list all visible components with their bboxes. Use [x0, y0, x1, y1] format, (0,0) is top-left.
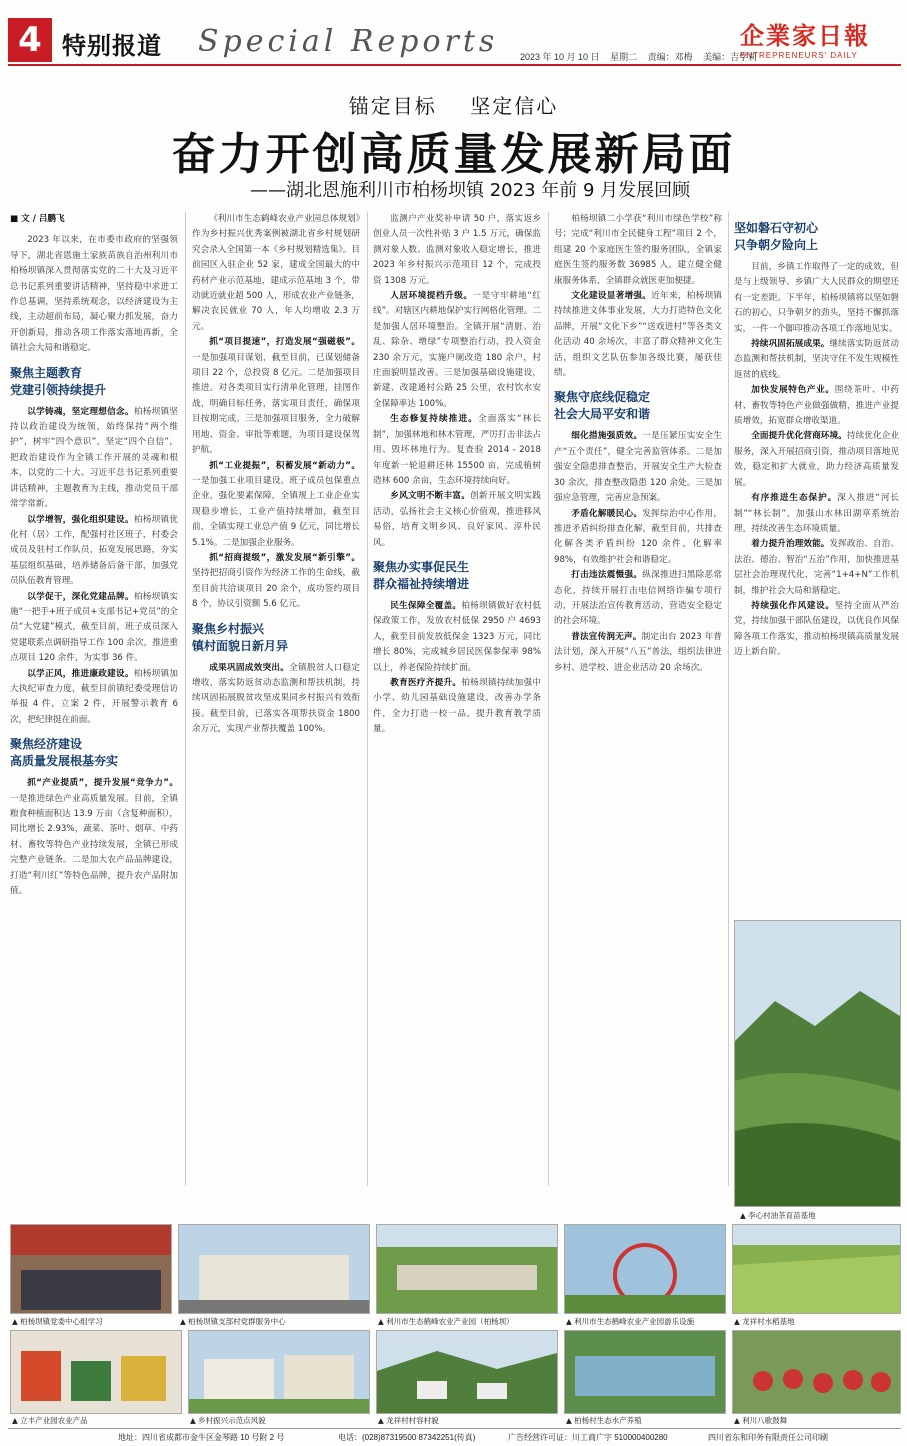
paragraph-body: 2023 年以来，在市委市政府的坚强领导下，湖北省恩施土家族苗族自治州利川市柏杨坝镇深入贯彻落实党的二十大及习近平总书记系列重要讲话精神，坚持稳中求进工作总基调，坚持系统观念，以经济建设为主线，主动超前布局，凝心聚力抓发展，奋力开创新局，推动各项工作落实落地再新，全镇社会大局和谐稳定。 — [10, 235, 178, 354]
section-subheading: 聚焦守底线促稳定 社会大局平安和谐 — [554, 390, 651, 422]
issue-weekday: 星期二 — [610, 52, 638, 62]
paragraph-body: 发挥政治、自治、法治、德治、智治“五治”作用，加快推进基层社会治理现代化，完善“1+4+N”工作机制，维护社会大局和谐稳定。 — [734, 539, 899, 596]
photo-rural-revitalization — [188, 1330, 370, 1414]
paragraph-body: 一是加强项目谋划，截至目前，已谋划储备项目 22 个，总投资 8 亿元。二是加强项目推进。对各类项目实行清单化管理，挂图作战，明确目标任务，落实项目责任，确保项目按期完成。三是加强项目服务，全力破解用地、资金、审批等难题，为项目建设保驾护航。 — [192, 352, 360, 456]
photo-caption: ▲ 龙祥村水稻基地 — [734, 1317, 795, 1326]
page-header — [0, 0, 907, 66]
paragraph-lead: 以学增智，强化组织建设。 — [27, 514, 134, 525]
photo-caption: ▲ 利川市生态鹤峰农业产业园游乐设施 — [566, 1317, 695, 1326]
article-column-3 — [373, 212, 541, 1186]
column-divider — [548, 212, 549, 1186]
section-subheading: 聚焦办实事促民生 群众福祉持续增进 — [373, 559, 470, 591]
section-subheading: 聚焦主题教育 党建引领持续提升 — [10, 365, 107, 397]
article-paragraph — [10, 405, 178, 513]
photo-caption: ▲ 柏杨坝镇支部村党群服务中心 — [180, 1317, 286, 1326]
photo-caption: ▲ 龙祥村村容村貌 — [378, 1416, 439, 1425]
article-paragraph — [373, 676, 541, 738]
paragraph-body: 一是推进绿色产业高质量发展。目前，全镇粮食种植面积达 13.9 万亩（含复种面积），同比增长 2.93%，蔬菜、茶叶、烟草、中药材、畜牧等特色产业持续发展，全镇已形成完整产业链条。二是加大农产品品牌建设，打造“利川红”等特色品牌，提升农产品附加值。 — [10, 793, 178, 897]
paragraph-body: 纵深推进扫黑除恶常态化，持续开展打击电信网络诈骗专项行动，开展法治宣传教育活动，营造安全稳定的社会环境。 — [554, 570, 722, 627]
paragraph-lead: 全面提升优化营商环境。 — [751, 431, 847, 442]
paragraph-lead: 抓“招商提级”，激发发展“新引擎”。 — [209, 552, 360, 563]
paragraph-lead: 生态修复持续推进。 — [390, 414, 478, 425]
photo-caption: ▲ 利川市生态鹤峰农业产业园（柏杨坝） — [378, 1317, 514, 1326]
photo-drum-dance — [732, 1330, 901, 1414]
paragraph-lead: 教育医疗齐提升。 — [390, 677, 462, 688]
paragraph-body: 监测户产业奖补申请 50 户，落实返乡创业人员一次性补贴 3 户 1.5 万元，确保监测对象人数、监测对象收入稳定增长，推进 2023 年乡村振兴示范项目 12 个，完成投资 1308 万元。 — [373, 214, 541, 286]
photo-agri-park — [376, 1224, 558, 1314]
paragraph-lead: 着力提升治理效能。 — [751, 539, 830, 550]
section-title-cn: 特别报道 — [62, 32, 162, 60]
paragraph-body: 柏杨坝镇二小学获“利川市绿色学校”称号；完成“利川市全民健身工程”项目 2 个，组建 20 个家庭医生签约服务团队，全镇家庭医生签约服务数 36985 人，建立健全健康服务体系，全镇群众就医更加便捷。 — [554, 214, 722, 286]
article-paragraph — [554, 507, 722, 569]
issue-editor: 责编：邓梅 — [647, 52, 693, 62]
paragraph-lead: 加快发展特色产业。 — [751, 385, 835, 396]
photo-caption: ▲ 柏杨村生态水产养殖 — [566, 1416, 642, 1425]
footer-printer: 四川省东和印务有限责任公司印刷 — [708, 1433, 828, 1442]
paragraph-lead: 人居环境提档升级。 — [390, 291, 473, 302]
paragraph-body: 柏杨坝镇持续加强中小学、幼儿园基础设施建设，改善办学条件，全力打造一校一品，提升教育教学质量。 — [373, 677, 541, 735]
article-paragraph — [10, 233, 178, 356]
section-title-en: Special Reports — [198, 24, 499, 59]
article-paragraph — [734, 491, 899, 537]
article-column-2 — [192, 212, 360, 1186]
article-paragraph — [10, 776, 178, 899]
headline-kicker: 锚定目标 坚定信心 — [348, 94, 559, 118]
article-column-1 — [10, 212, 178, 1186]
paragraph-lead: 以学促干，深化党建品牌。 — [27, 591, 134, 602]
article-column-4 — [554, 212, 722, 1186]
article-paragraph — [734, 383, 899, 429]
paragraph-body: 柏杨坝镇坚持以政治建设为统领，始终保持“两个维护”，树牢“四个意识”，坚定“四个自信”，把政治建设作为全镇工作开展的灵魂和根本，以党的二十大、习近平总书记系列重要讲话精神，主题教育为主线，推动党员干部常学常新。 — [10, 406, 178, 510]
footer-phone: 电话：(028)87319500 87342251(传真) — [338, 1433, 476, 1442]
paragraph-body: 柏杨坝镇实施“一把手+班子成员+支部书记+党员”的全员“大党建”模式，截至目前，班子成员深入党建联系点调研指导工作 100 余次，推进重点项目 120 余件，为实事 36 件。 — [10, 591, 178, 664]
section-subheading: 聚焦经济建设 高质量发展根基夯实 — [10, 737, 119, 769]
paragraph-lead: 打击违法震慑强。 — [571, 570, 643, 581]
paragraph-body: 制定出台 2023 年普法计划，深入开展“八五”普法，组织法律进乡村、进学校、进企业活动 20 余场次。 — [554, 631, 722, 673]
article-paragraph — [192, 459, 360, 551]
photo-park-rides — [564, 1224, 726, 1314]
section-subheading: 聚焦乡村振兴 镇村面貌日新月异 — [192, 621, 289, 653]
article-paragraph — [373, 212, 541, 289]
header-rule — [8, 64, 901, 66]
photo-caption: ▲ 立丰产业园农业产品 — [12, 1416, 88, 1425]
paragraph-lead: 有序推进生态保护。 — [751, 493, 838, 504]
article-paragraph — [554, 568, 722, 630]
paragraph-lead: 持续巩固拓展成果。 — [751, 339, 830, 350]
paragraph-lead: 矛盾化解暖民心。 — [571, 508, 643, 519]
paragraph-lead: 以学铸魂，坚定理想信念。 — [27, 406, 134, 417]
article-paragraph — [373, 489, 541, 551]
article-paragraph — [192, 551, 360, 613]
paragraph-body: 目前，乡镇工作取得了一定的成效，但是与上级领导、乡镇广大人民群众的期望还有一定差距。下半年，柏杨坝镇将以坚如磐石的初心，只争朝夕的劲头，坚持不懈抓落实，一件一个脚印推动各项工作落地见实。 — [734, 262, 899, 334]
logo-cn: 企業家日報 — [740, 21, 870, 50]
paragraph-lead: 抓“工业提振”，积蓄发展“新动力”。 — [209, 460, 360, 471]
article-paragraph — [734, 429, 899, 491]
article-paragraph — [373, 412, 541, 489]
page-footer — [8, 1428, 901, 1445]
photo-aquaculture — [564, 1330, 726, 1414]
article-paragraph — [192, 661, 360, 738]
paragraph-lead: 持续强化作风建设。 — [751, 600, 835, 611]
article-paragraph — [10, 513, 178, 590]
article-column-5 — [734, 212, 899, 912]
photo-caption: ▲ 乡村振兴示范点风貌 — [190, 1416, 266, 1425]
photo-industrial-park-products — [10, 1330, 182, 1414]
paragraph-lead: 乡风文明不断丰富。 — [390, 491, 471, 502]
photo-party-service-center — [178, 1224, 370, 1314]
article-paragraph — [554, 630, 722, 676]
paragraph-body: 围绕茶叶、中药材、畜牧等特色产业做强做精，推进产业提质增效，拓宽群众增收渠道。 — [734, 385, 899, 427]
footer-address: 地址：四川省成都市金牛区金琴路 10 号附 2 号 — [118, 1433, 285, 1442]
paragraph-body: 全面落实“林长制”，加强林地和林木管理，严厉打击非法占用、毁坏林地行为。复查验 2014 - 2018 年度新一轮退耕还林 15500 亩，完成植树造林 600 余亩，生态环境持续向好。 — [373, 414, 541, 486]
paragraph-body: 《利川市生态鹤峰农业产业园总体规划》作为乡村振兴优秀案例被湖北省乡村规划研究会录入全国第一本《乡村规划精选集》。目前园区入驻企业 52 家，建成全国最大的中药材产业示范基地，建成示范基地 3 个，带动就近就业超 500 人，形成农业产业链条，解决农民就业 70 人，年人均增收 2.3 万元。 — [192, 214, 360, 332]
paragraph-body: 柏杨坝镇优化村（居）工作，配强村社区班子，村委会成员及驻村工作队员，拓宽发展思路，夯实基层组织基础，培养储备后备干部，加强党员队伍教育管理。 — [10, 514, 178, 587]
paragraph-lead: 民生保障全覆盖。 — [390, 600, 462, 611]
article-paragraph — [10, 590, 178, 667]
newspaper-logo — [740, 16, 902, 60]
paragraph-lead: 细化措施强质效。 — [571, 431, 643, 442]
paragraph-lead: 抓“项目提速”，打造发展“强磁极”。 — [209, 337, 360, 348]
paragraph-lead: 抓“产业提质”，提升发展“竞争力”。 — [27, 778, 178, 789]
byline: ■ 文 / 吕鹏飞 — [10, 214, 65, 224]
paragraph-lead: 成果巩固成效突出。 — [209, 662, 290, 673]
column-divider — [185, 212, 186, 1186]
paragraph-body: 一是加强工业项目建设。班子成员包保重点企业，强化要素保障，全镇规上工业企业实现稳步增长，工业产值持续增加，截至目前，全镇实现工业总产值 9 亿元，同比增长 5.1%。二是加强企业服务。 — [192, 475, 360, 548]
photo-party-study — [10, 1224, 172, 1314]
paragraph-body: 创新开展文明实践活动，弘扬社会主义核心价值观，推进移风易俗，培育文明乡风、良好家风、淳朴民风。 — [373, 491, 541, 548]
paragraph-body: 全镇脱贫人口稳定增收，落实防返贫动态监测和帮扶机制，持续巩固拓展脱贫攻坚成果同乡村振兴有效衔接。截至目前，已落实各项帮扶资金 1800 余万元，实现产业帮扶覆盖 100%。 — [192, 662, 360, 735]
article-paragraph — [192, 335, 360, 458]
photo-caption: ▲ 利川八歌鼓舞 — [734, 1416, 788, 1425]
paragraph-lead: 文化建设显著增强。 — [571, 291, 652, 302]
paragraph-body: 深入推进“河长制”“林长制”，加强山水林田湖草系统治理，持续改善生态环境质量。 — [734, 493, 899, 534]
article-paragraph — [192, 212, 360, 335]
article-paragraph — [734, 260, 899, 337]
article-paragraph — [10, 667, 178, 729]
paragraph-body: 坚持把招商引资作为经济工作的生命线，截至目前共洽谈项目 20 余个，成功签约项目 8 个，协议引资额 5.6 亿元。 — [192, 568, 360, 610]
headline-subtitle: ——湖北恩施利川市柏杨坝镇 2023 年前 9 月发展回顾 — [250, 180, 691, 201]
issue-date: 2023 年 10 月 10 日 — [520, 52, 600, 62]
logo-en: ENTREPRENEURS' DAILY — [740, 51, 858, 60]
article-paragraph — [554, 289, 722, 381]
paragraph-body: 发挥综治中心作用，推进矛盾纠纷排查化解，截至目前，共排查化解各类矛盾纠纷 120 余件，化解率 98%，有效维护社会和谐稳定。 — [554, 508, 722, 565]
headline-title: 奋力开创高质量发展新局面 — [171, 129, 736, 180]
paragraph-body: 继续落实防返贫动态监测和帮扶机制，坚决守住不发生规模性返贫的底线。 — [734, 339, 899, 380]
paragraph-body: 一是压紧压实安全生产“五个责任”，健全完善监管体系。二是加强安全隐患排查整治，开展安全生产大检查 30 余次，排查整改隐患 120 余处。三是加强应急管理，完善应急预案。 — [554, 431, 722, 504]
article-paragraph — [373, 599, 541, 676]
photo-rice-base — [732, 1224, 901, 1314]
footer-ad-license: 广告经营许可证：川工商广字 510000400280 — [508, 1433, 668, 1442]
paragraph-body: 坚持全面从严治党，持续加强干部队伍建设，以优良作风保障各项工作落实，推动柏杨坝镇高质量发展迈上新台阶。 — [734, 600, 899, 658]
paragraph-body: 柏杨坝镇做好农村低保政策工作，发放农村低保 2950 户 4693 人，截至目前发放低保金 1323 万元，同比增长 80%，完成城乡居民医保参保率 98% 以上，养老保险持续扩面。 — [373, 600, 541, 673]
column-divider — [728, 212, 729, 1186]
article-paragraph — [734, 599, 899, 661]
photo-oil-tea-nursery — [734, 920, 901, 1207]
article-paragraph — [734, 537, 899, 599]
photo-village-view — [376, 1330, 558, 1414]
issue-meta — [520, 50, 765, 63]
paragraph-body: 近年来，柏杨坝镇持续推进文体事业发展，大力打造特色文化品牌，开展“文化下乡”“送戏进村”等各类文化活动 40 余场次，丰富了群众精神文化生活，组织文艺队伍参加各级比赛，屡获佳绩。 — [554, 291, 722, 379]
photo-caption: ▲ 李心村油茶育苗基地 — [740, 1211, 816, 1220]
photo-caption: ▲ 柏杨坝镇党委中心组学习 — [12, 1317, 103, 1326]
column-divider — [367, 212, 368, 1186]
article-paragraph — [554, 212, 722, 289]
article-paragraph — [734, 337, 899, 383]
paragraph-body: 一是守牢耕地“红线”。对辖区内耕地保护实行网格化管理。二是加强人居环境整治。全镇开展“清脏、治乱、除杂、增绿”专项整治行动，投入资金 230 余万元，实施户厕改造 180 余户，村庄面貌明显改善。三是加强基础设施建设，新建、改建通村公路 25 公里，农村饮水安全保障率达 100%。 — [373, 291, 541, 409]
paragraph-lead: 普法宣传润无声。 — [571, 631, 642, 642]
paragraph-lead: 以学正风，推进廉政建设。 — [27, 668, 134, 679]
issue-designer: 美编：吉学莉 — [703, 52, 758, 62]
paragraph-body: 柏杨坝镇加大执纪审查力度，截至目前镇纪委受理信访举报 4 件，立案 2 件，开展警示教育 6 次，把纪律挺在前面。 — [10, 668, 178, 725]
paragraph-body: 持续优化企业服务，深入开展招商引资，推动项目落地见效，稳定和扩大就业，助力经济高质量发展。 — [734, 431, 899, 488]
section-subheading: 坚如磐石守初心 只争朝夕险向上 — [734, 221, 819, 252]
article-paragraph — [373, 289, 541, 412]
page-number: 4 — [8, 18, 52, 62]
article-paragraph — [554, 429, 722, 506]
